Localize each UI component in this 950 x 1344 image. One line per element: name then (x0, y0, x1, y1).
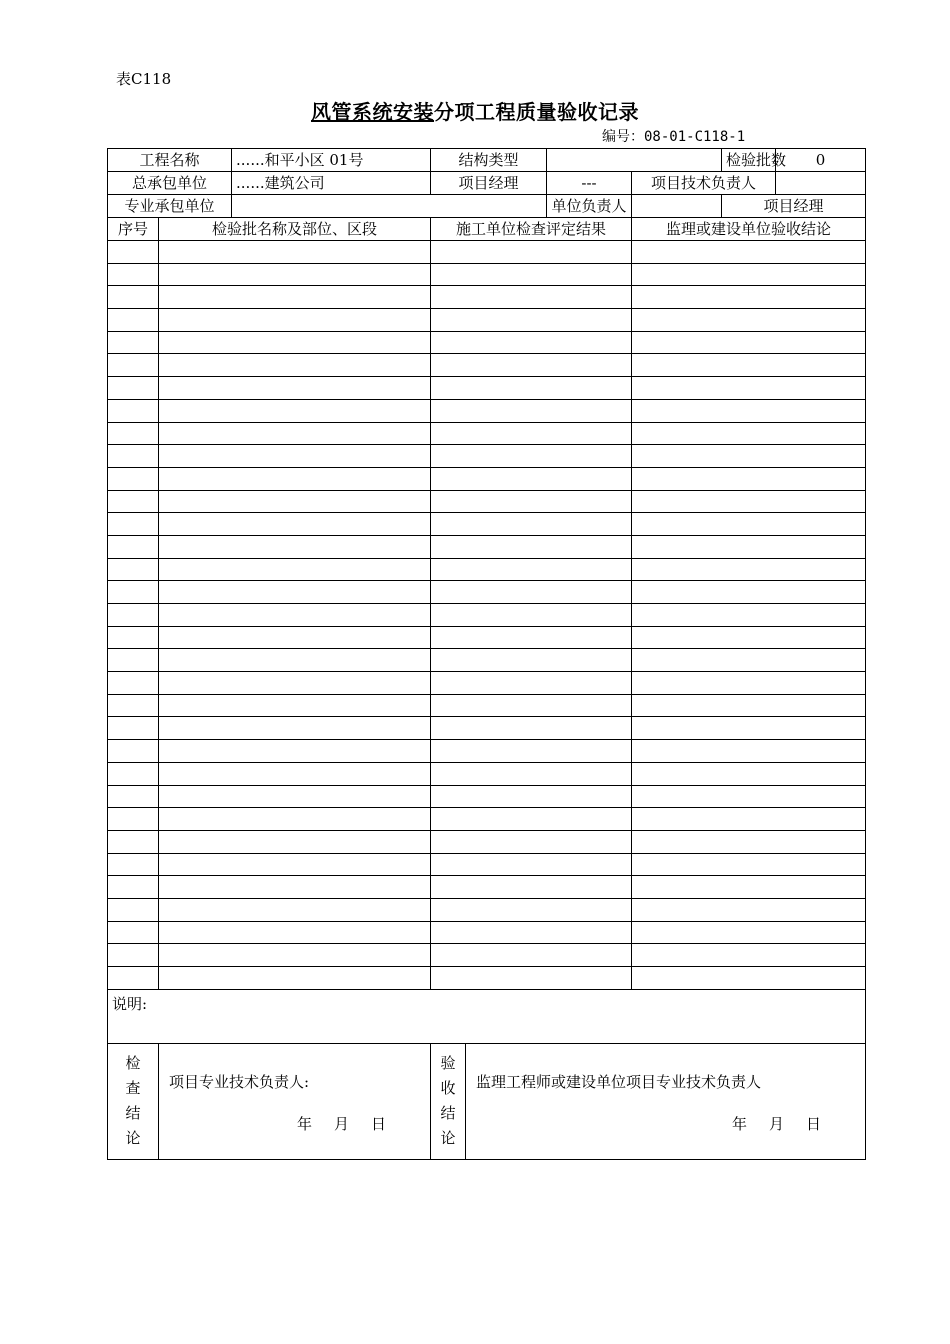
inspection-label-char: 结 (125, 1104, 141, 1123)
table-row (108, 740, 866, 763)
contractor-result-cell (431, 286, 632, 309)
contractor-result-cell (431, 535, 632, 558)
acceptance-date (476, 1114, 821, 1134)
supervisor-result-cell (632, 331, 866, 354)
batch-cell (159, 490, 431, 513)
table-row (108, 898, 866, 921)
supervisor-result-cell (632, 830, 866, 853)
contractor-result-cell (431, 830, 632, 853)
inspection-label-char: 论 (125, 1129, 141, 1148)
supervisor-result-cell (632, 649, 866, 672)
inspection-day: 日 (371, 1115, 387, 1134)
seq-cell (108, 694, 159, 717)
contractor-result-cell (431, 762, 632, 785)
supervisor-result-cell (632, 399, 866, 422)
page-title (0, 96, 950, 125)
batch-cell (159, 785, 431, 808)
contractor-result-cell (431, 967, 632, 990)
table-row (108, 309, 866, 332)
batch-cell (159, 263, 431, 286)
sub-contractor-value (232, 195, 547, 218)
general-contractor-label: 总承包单位 (108, 172, 232, 195)
seq-cell (108, 808, 159, 831)
acceptance-year: 年 (731, 1114, 747, 1133)
supervisor-result-cell (632, 286, 866, 309)
supervisor-result-cell (632, 694, 866, 717)
seq-cell (108, 309, 159, 332)
supervisor-result-cell (632, 808, 866, 831)
batch-cell (159, 604, 431, 627)
column-header-seq: 序号 (108, 218, 159, 241)
column-header-contractor-result: 施工单位检查评定结果 (431, 218, 632, 241)
sub-contractor-label: 专业承包单位 (108, 195, 232, 218)
batch-cell (159, 876, 431, 899)
table-row (108, 808, 866, 831)
contractor-result-cell (431, 399, 632, 422)
seq-cell (108, 876, 159, 899)
acceptance-label-char: 结 (440, 1104, 456, 1123)
table-row (108, 717, 866, 740)
contractor-result-cell (431, 944, 632, 967)
seq-cell (108, 241, 159, 264)
table-row (108, 354, 866, 377)
acceptance-label-char: 论 (440, 1129, 456, 1148)
table-row (108, 513, 866, 536)
project-manager2-label: 项目经理 (722, 195, 866, 218)
batch-cell (159, 830, 431, 853)
seq-cell (108, 513, 159, 536)
contractor-result-cell (431, 558, 632, 581)
batch-cell (159, 354, 431, 377)
supervisor-result-cell (632, 558, 866, 581)
batch-cell (159, 762, 431, 785)
supervisor-result-cell (632, 377, 866, 400)
table-row (108, 967, 866, 990)
supervisor-result-cell (632, 785, 866, 808)
contractor-result-cell (431, 309, 632, 332)
table-row (108, 399, 866, 422)
table-row (108, 785, 866, 808)
table-row (108, 558, 866, 581)
table-row (108, 921, 866, 944)
structure-type-label: 结构类型 (431, 149, 547, 172)
table-row (108, 581, 866, 604)
batch-cell (159, 898, 431, 921)
table-row (108, 377, 866, 400)
acceptance-label-char: 验 (440, 1054, 456, 1073)
batch-cell (159, 694, 431, 717)
contractor-result-cell (431, 331, 632, 354)
contractor-result-cell (431, 898, 632, 921)
project-name-label: 工程名称 (108, 149, 232, 172)
contractor-result-cell (431, 876, 632, 899)
batch-count-label: 检验批数 (722, 149, 776, 172)
batch-cell (159, 445, 431, 468)
contractor-result-cell (431, 853, 632, 876)
table-row (108, 604, 866, 627)
batch-cell (159, 331, 431, 354)
seq-cell (108, 898, 159, 921)
project-manager-label: 项目经理 (431, 172, 547, 195)
supervisor-result-cell (632, 898, 866, 921)
title-underlined: 风管系统安装 (311, 100, 434, 124)
contractor-result-cell (431, 808, 632, 831)
tech-lead-label: 项目技术负责人 (632, 172, 776, 195)
contractor-result-cell (431, 672, 632, 695)
contractor-result-cell (431, 694, 632, 717)
inspection-year: 年 (296, 1115, 312, 1134)
project-name-value: ......和平小区 01号 (232, 149, 431, 172)
table-row (108, 830, 866, 853)
seq-cell (108, 672, 159, 695)
seq-cell (108, 604, 159, 627)
contractor-result-cell (431, 649, 632, 672)
batch-cell (159, 921, 431, 944)
acceptance-day: 日 (806, 1114, 822, 1133)
batch-cell (159, 467, 431, 490)
batch-cell (159, 717, 431, 740)
batch-count-value: 0 (776, 149, 866, 172)
table-row (108, 694, 866, 717)
batch-cell (159, 672, 431, 695)
table-row (108, 649, 866, 672)
supervisor-result-cell (632, 263, 866, 286)
seq-cell (108, 399, 159, 422)
contractor-result-cell (431, 717, 632, 740)
supervisor-result-cell (632, 467, 866, 490)
inspection-signer: 项目专业技术负责人: (169, 1073, 310, 1092)
contractor-result-cell (431, 740, 632, 763)
seq-cell (108, 422, 159, 445)
column-header-supervisor-result: 监理或建设单位验收结论 (632, 218, 866, 241)
table-row (108, 626, 866, 649)
table-row (108, 467, 866, 490)
supervisor-result-cell (632, 241, 866, 264)
unit-lead-label: 单位负责人 (547, 195, 632, 218)
batch-cell (159, 399, 431, 422)
batch-cell (159, 740, 431, 763)
batch-cell (159, 309, 431, 332)
batch-cell (159, 967, 431, 990)
acceptance-label-char: 收 (440, 1079, 456, 1098)
project-manager-value: --- (547, 172, 632, 195)
supervisor-result-cell (632, 762, 866, 785)
supervisor-result-cell (632, 944, 866, 967)
general-contractor-value: ......建筑公司 (232, 172, 431, 195)
seq-cell (108, 921, 159, 944)
seq-cell (108, 581, 159, 604)
seq-cell (108, 354, 159, 377)
seq-cell (108, 626, 159, 649)
supervisor-result-cell (632, 490, 866, 513)
table-row (108, 241, 866, 264)
structure-type-value (547, 149, 722, 172)
batch-cell (159, 853, 431, 876)
inspection-label-char: 查 (125, 1079, 141, 1098)
form-code: 表C118 (116, 70, 172, 88)
contractor-result-cell (431, 785, 632, 808)
notes-label: 说明: (112, 994, 148, 1013)
table-row (108, 286, 866, 309)
seq-cell (108, 377, 159, 400)
contractor-result-cell (431, 604, 632, 627)
table-row (108, 422, 866, 445)
acceptance-block (431, 1043, 866, 1159)
inspection-month: 月 (333, 1115, 349, 1134)
supervisor-result-cell (632, 626, 866, 649)
column-header-batch: 检验批名称及部位、区段 (159, 218, 431, 241)
table-row (108, 672, 866, 695)
table-row (108, 944, 866, 967)
supervisor-result-cell (632, 672, 866, 695)
batch-cell (159, 377, 431, 400)
contractor-result-cell (431, 513, 632, 536)
seq-cell (108, 286, 159, 309)
table-row (108, 445, 866, 468)
table-row (108, 853, 866, 876)
supervisor-result-cell (632, 876, 866, 899)
contractor-result-cell (431, 581, 632, 604)
batch-cell (159, 581, 431, 604)
seq-cell (108, 717, 159, 740)
supervisor-result-cell (632, 581, 866, 604)
inspection-conclusion-label (108, 1043, 159, 1159)
table-row (108, 331, 866, 354)
supervisor-result-cell (632, 535, 866, 558)
seq-cell (108, 558, 159, 581)
seq-cell (108, 944, 159, 967)
unit-lead-value (632, 195, 722, 218)
notes-cell (108, 989, 866, 1043)
supervisor-result-cell (632, 921, 866, 944)
seq-cell (108, 762, 159, 785)
contractor-result-cell (431, 445, 632, 468)
batch-cell (159, 286, 431, 309)
contractor-result-cell (431, 354, 632, 377)
seq-cell (108, 331, 159, 354)
acceptance-sign-cell (466, 1044, 865, 1159)
supervisor-result-cell (632, 445, 866, 468)
contractor-result-cell (431, 377, 632, 400)
supervisor-result-cell (632, 853, 866, 876)
contractor-result-cell (431, 263, 632, 286)
table-row (108, 762, 866, 785)
seq-cell (108, 853, 159, 876)
title-rest: 分项工程质量验收记录 (434, 100, 639, 124)
seq-cell (108, 490, 159, 513)
table-row (108, 490, 866, 513)
batch-cell (159, 558, 431, 581)
acceptance-signer: 监理工程师或建设单位项目专业技术负责人 (476, 1072, 762, 1091)
seq-cell (108, 830, 159, 853)
seq-cell (108, 967, 159, 990)
document-number: 编号：08-01-C118-1 (602, 129, 746, 145)
contractor-result-cell (431, 241, 632, 264)
supervisor-result-cell (632, 967, 866, 990)
supervisor-result-cell (632, 309, 866, 332)
contractor-result-cell (431, 422, 632, 445)
batch-cell (159, 513, 431, 536)
inspection-sign-cell (159, 1043, 431, 1159)
contractor-result-cell (431, 467, 632, 490)
seq-cell (108, 467, 159, 490)
batch-cell (159, 944, 431, 967)
seq-cell (108, 785, 159, 808)
seq-cell (108, 445, 159, 468)
batch-cell (159, 649, 431, 672)
supervisor-result-cell (632, 513, 866, 536)
inspection-label-char: 检 (125, 1054, 141, 1073)
supervisor-result-cell (632, 717, 866, 740)
table-row (108, 535, 866, 558)
seq-cell (108, 535, 159, 558)
batch-cell (159, 535, 431, 558)
acceptance-record-table (107, 148, 866, 1160)
table-row (108, 876, 866, 899)
contractor-result-cell (431, 626, 632, 649)
acceptance-month: 月 (768, 1114, 784, 1133)
batch-cell (159, 422, 431, 445)
batch-cell (159, 808, 431, 831)
seq-cell (108, 649, 159, 672)
contractor-result-cell (431, 490, 632, 513)
batch-cell (159, 241, 431, 264)
tech-lead-value (776, 172, 866, 195)
supervisor-result-cell (632, 422, 866, 445)
supervisor-result-cell (632, 604, 866, 627)
table-row (108, 263, 866, 286)
contractor-result-cell (431, 921, 632, 944)
seq-cell (108, 740, 159, 763)
seq-cell (108, 263, 159, 286)
supervisor-result-cell (632, 740, 866, 763)
supervisor-result-cell (632, 354, 866, 377)
batch-cell (159, 626, 431, 649)
acceptance-conclusion-label (431, 1044, 466, 1159)
inspection-date (169, 1114, 386, 1134)
